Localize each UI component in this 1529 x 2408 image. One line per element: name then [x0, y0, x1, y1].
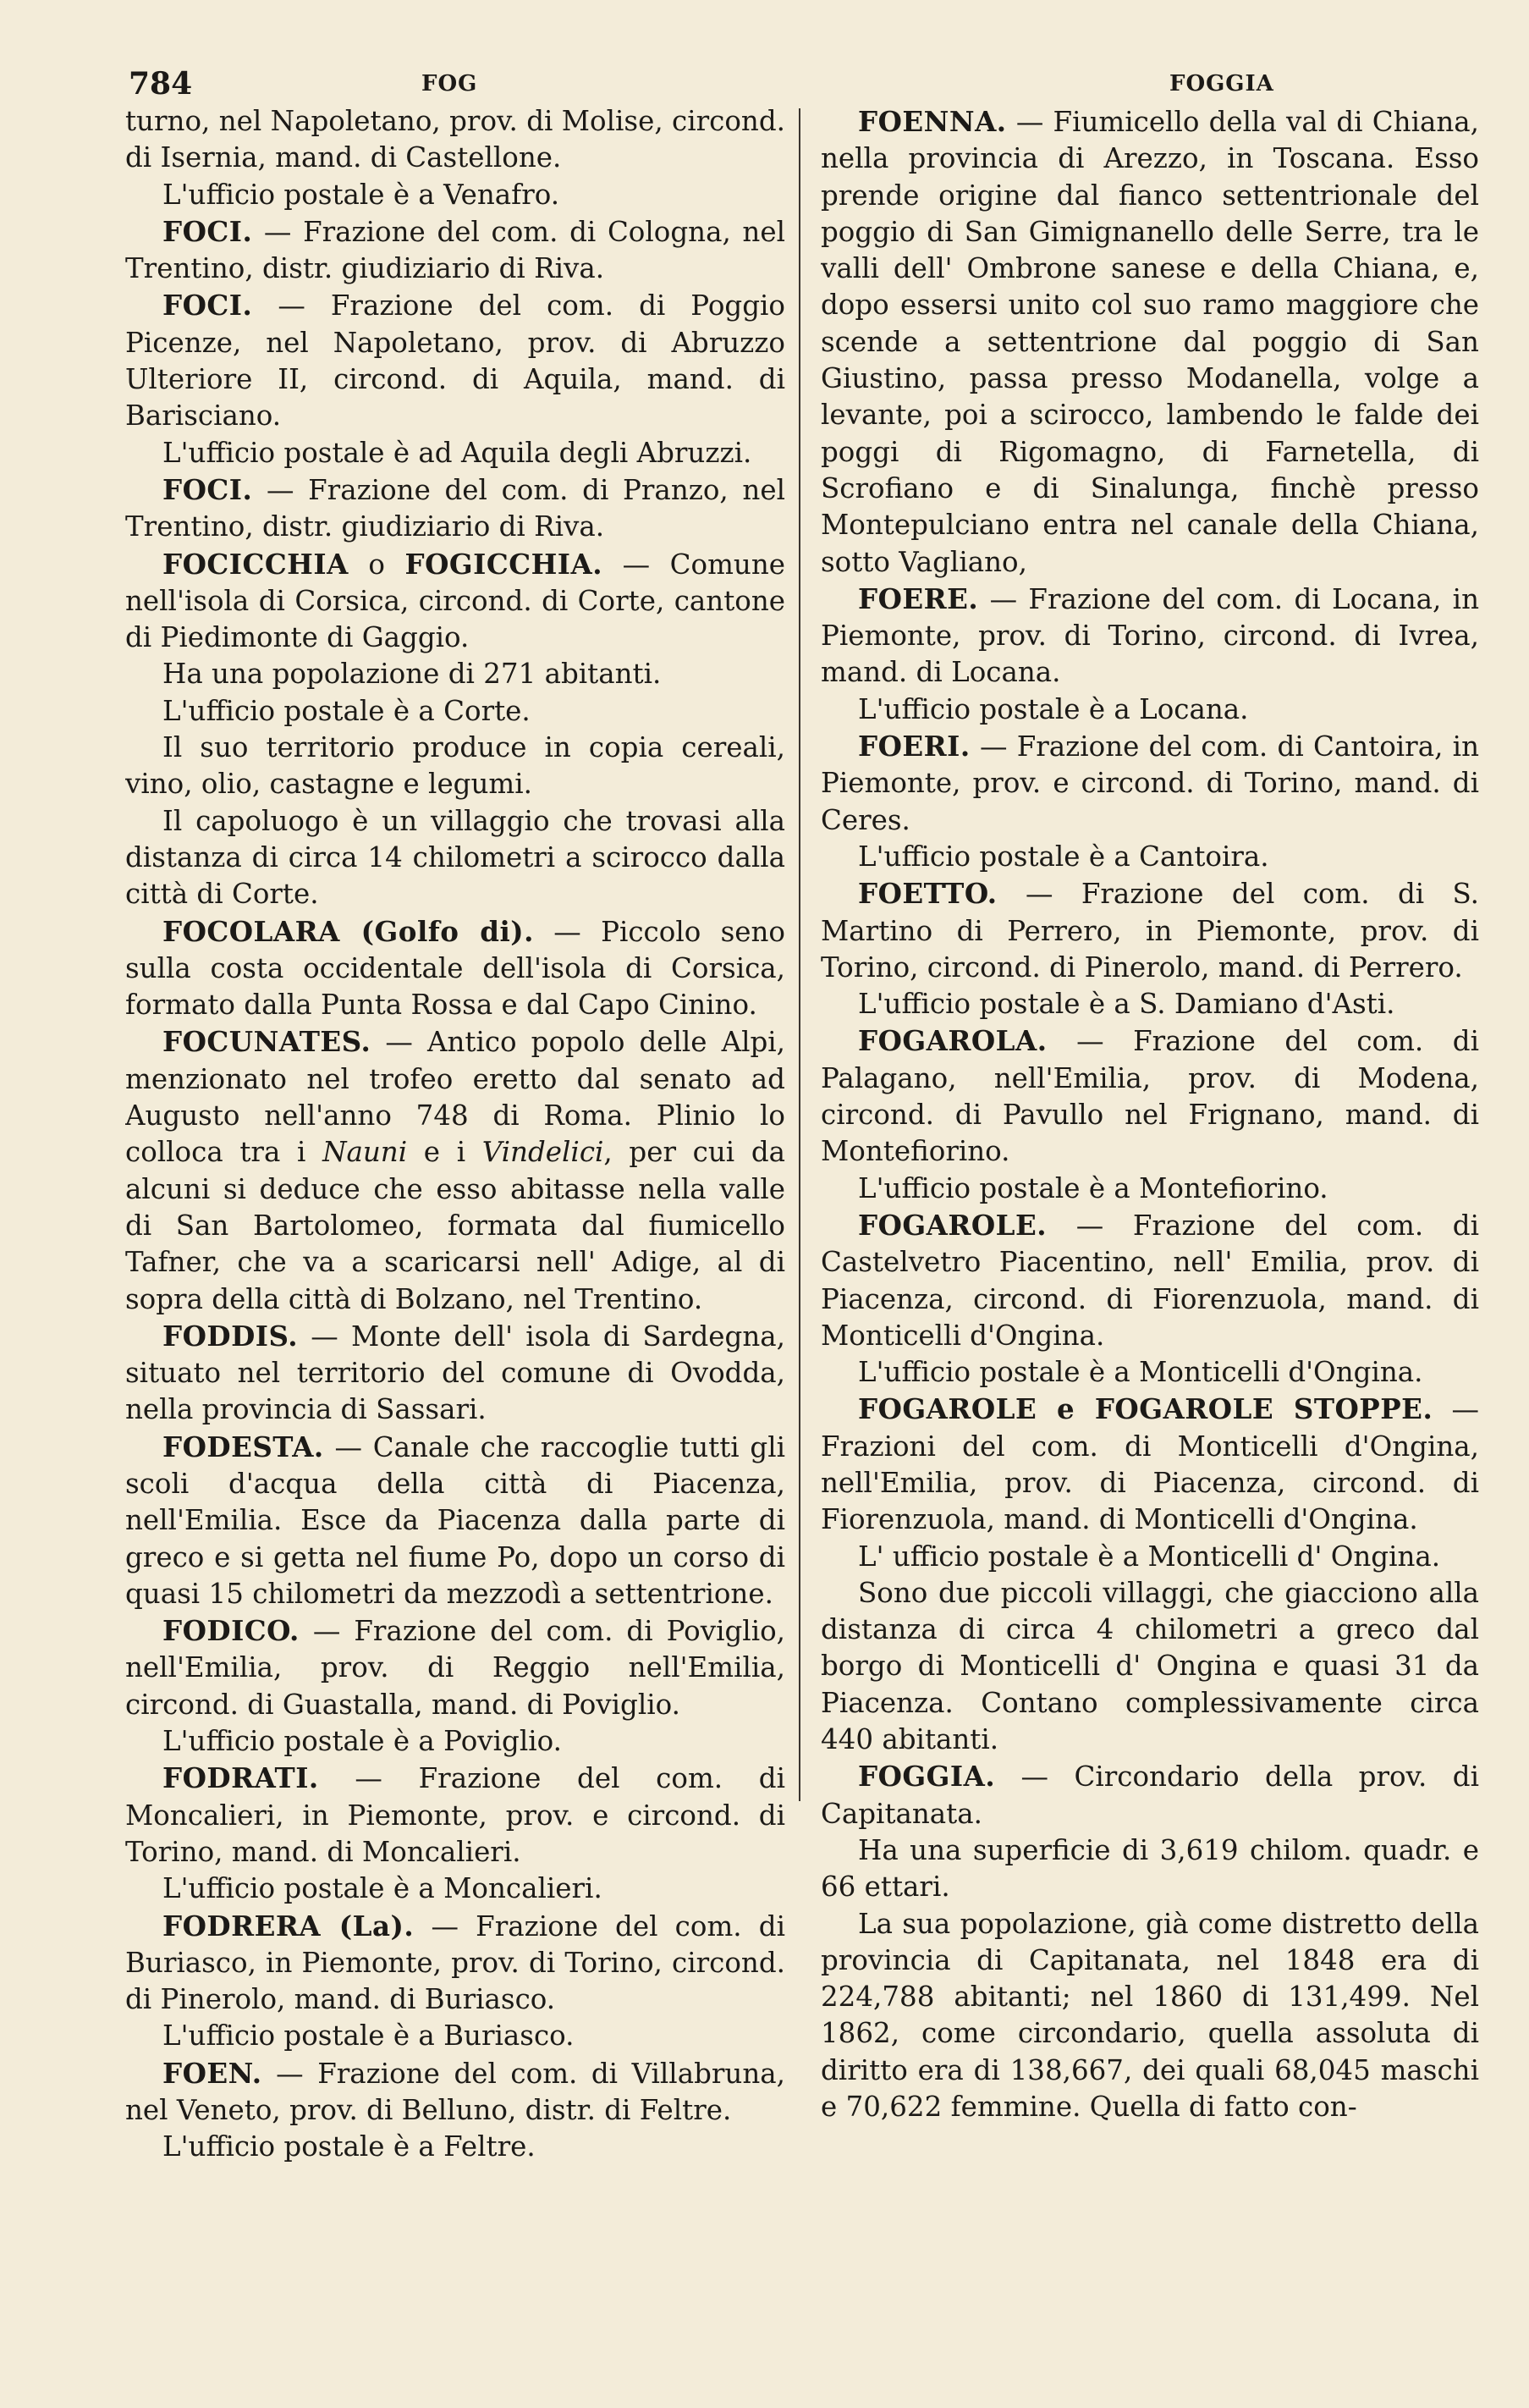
headword: FOENNA. [858, 105, 1007, 138]
entry-note: L'ufficio postale è a S. Damiano d'Asti. [858, 988, 1395, 1021]
entry-fodrera [125, 1908, 785, 2019]
headword: FOCI. [162, 289, 253, 322]
entry-fodico [125, 1612, 785, 1723]
headword: FOGAROLE. [858, 1208, 1048, 1242]
entry-foci-cologna [125, 213, 785, 288]
entry-foci-poggio [125, 287, 785, 434]
headword: FODICO. [162, 1614, 300, 1648]
entry-text: — Monte dell' isola di Sardegna, situato nel territorio del comune di Ovodda, nella provincia di Sassari. [125, 1320, 785, 1426]
entry-fodesta [125, 1429, 785, 1612]
page-number: 784 [129, 66, 193, 102]
entry-text: e i [407, 1136, 482, 1169]
entry-foeri [821, 728, 1479, 839]
headword: FODRERA (La). [162, 1909, 415, 1942]
entry-foenna [821, 103, 1479, 581]
entry-note: L'ufficio postale è a Feltre. [162, 2130, 536, 2163]
entry-text: — Piccolo seno sulla costa occidentale dell'isola di Corsica, formato dalla Punta Rossa e dal Capo Cinino. [125, 915, 785, 1022]
entry-note: L'ufficio postale è a Buriasco. [162, 2020, 575, 2053]
entry-note: L'ufficio postale è a Corte. [162, 694, 531, 727]
headword: FOCICCHIA [162, 547, 349, 581]
entry-note: L'ufficio postale è a Cantoira. [858, 840, 1269, 873]
entry-note: L'ufficio postale è a Monticelli d'Ongina. [858, 1356, 1423, 1389]
entry-fogarole [821, 1207, 1479, 1354]
entry-fodrati [125, 1760, 785, 1871]
headword: FOEN. [162, 2056, 262, 2090]
entry-focolara [125, 913, 785, 1024]
italic-term: Nauni [322, 1136, 408, 1169]
entry-note: L'ufficio postale è a Venafro. [162, 178, 560, 211]
entry-text: — Frazione del com. di Pranzo, nel Trentino, distr. giudiziario di Riva. [125, 473, 785, 543]
headword: FODRATI. [162, 1761, 319, 1795]
entry-fogarola [821, 1022, 1479, 1170]
entry-focunates [125, 1023, 785, 1317]
headword: FOCUNATES. [162, 1025, 371, 1059]
entry-text: — Fiumicello della val di Chiana, nella provincia di Arezzo, in Toscana. Esso prende origine dal fianco settentrionale del poggio di San Gimignanello delle Serre, tra le valli dell' Ombrone sanese e della Chiana, e, dopo essersi unito col suo ramo maggiore che scende a settentrione dal poggio di San Giustino, passa presso Modanella, volge a levante, poi a scirocco, lambendo le falde dei poggi di Rigomagno, di Farnetella, di Scrofiano e di Sinalunga, finchè presso Montepulciano entra nel canale della Chiana, sotto Vagliano, [821, 106, 1479, 578]
entry-text: — Frazioni del com. di Monticelli d'Ongina, nell'Emilia, prov. di Piacenza, circond. di Fiorenzuola, mand. di Monticelli d'Ongina. [821, 1393, 1479, 1536]
entry-note: Il capoluogo è un villaggio che trovasi alla distanza di circa 14 chilometri a scirocco dalla città di Corte. [125, 804, 785, 911]
headword: FOGAROLA. [858, 1024, 1048, 1058]
entry-text: — Frazione del com. di Villabruna, nel Veneto, prov. di Belluno, distr. di Feltre. [125, 2057, 785, 2127]
headword: FOCOLARA (Golfo di). [162, 914, 534, 948]
italic-term: Vindelici [481, 1136, 604, 1169]
entry-text: — Comune nell'isola di Corsica, circond. di Corte, cantone di Piedimonte di Gaggio. [125, 548, 785, 654]
entry-text: — Frazione del com. di Buriasco, in Piemonte, prov. di Torino, circond. di Pinerolo, mand. di Buriasco. [125, 1909, 785, 2016]
headword-joiner: o [348, 548, 405, 581]
left-running-head: FOG [421, 71, 478, 96]
entry-note: L'ufficio postale è ad Aquila degli Abruzzi. [162, 436, 752, 469]
entry-foggia [821, 1758, 1479, 1832]
entry-text: — Frazione del com. di Poviglio, nell'Emilia, prov. di Reggio nell'Emilia, circond. di Guastalla, mand. di Poviglio. [125, 1615, 785, 1721]
entry-text: — Antico popolo delle Alpi, menzionato nel trofeo eretto dal senato ad Augusto nell'anno 748 di Roma. Plinio lo colloca tra i [125, 1026, 785, 1169]
headword: FOCI. [162, 214, 253, 248]
entry-foddis [125, 1318, 785, 1429]
headword: FODESTA. [162, 1430, 324, 1463]
entry-note: La sua popolazione, già come distretto della provincia di Capitanata, nel 1848 era di 224,788 abitanti; nel 1860 di 131,499. Nel 1862, come circondario, quella assoluta di diritto era di 138,667, dei quali 68,045 maschi e 70,622 femmine. Quella di fatto con- [821, 1907, 1479, 2124]
headword: FOERI. [858, 730, 971, 763]
entry-text: — Frazione del com. di Cologna, nel Trentino, distr. giudiziario di Riva. [125, 215, 785, 285]
entry-foci-pranzo [125, 471, 785, 546]
entry-focicchia [125, 546, 785, 657]
right-column [821, 103, 1479, 2380]
headword: FOGAROLE e FOGAROLE STOPPE. [858, 1392, 1433, 1426]
entry-foetto [821, 875, 1479, 986]
entry-text: , per cui da alcuni si deduce che esso abitasse nella valle di San Bartolomeo, formata dal fiumicello Tafner, che va a scaricarsi nell' Adige, al di sopra della città di Bolzano, nel Trentino. [125, 1136, 785, 1315]
headword-alt: FOGICCHIA. [404, 547, 603, 581]
entry-text: — Canale che raccoglie tutti gli scoli d'acqua della città di Piacenza, nell'Emilia. Esce da Piacenza dalla parte di greco e si getta nel fiume Po, dopo un corso di quasi 15 chilometri da mezzodì a settentrione. [125, 1430, 785, 1610]
entry-text: — Frazione del com. di Poggio Picenze, nel Napoletano, prov. di Abruzzo Ulteriore II, circond. di Aquila, mand. di Barisciano. [125, 289, 785, 433]
entry-foen [125, 2055, 785, 2130]
column-divider [799, 108, 800, 1801]
entry-text: — Frazione del com. di Moncalieri, in Piemonte, prov. e circond. di Torino, mand. di Moncalieri. [125, 1762, 785, 1868]
entry-note: L'ufficio postale è a Montefiorino. [858, 1171, 1328, 1204]
entry-note: L'ufficio postale è a Locana. [858, 692, 1249, 725]
entry-note: Ha una superficie di 3,619 chilom. quadr. e 66 ettari. [821, 1833, 1479, 1904]
entry-text: — Frazione del com. di Palagano, nell'Emilia, prov. di Modena, circond. di Pavullo nel Frignano, mand. di Montefiorino. [821, 1025, 1479, 1168]
running-header [0, 66, 1529, 100]
entry-foere [821, 581, 1479, 692]
headword: FOCI. [162, 472, 253, 506]
headword: FOGGIA. [858, 1760, 996, 1794]
entry-note: L'ufficio postale è a Poviglio. [162, 1725, 562, 1758]
left-column [125, 103, 785, 2380]
continued-entry: turno, nel Napoletano, prov. di Molise, circond. di Isernia, mand. di Castellone. [125, 105, 785, 174]
entry-fogarole-stoppe [821, 1391, 1479, 1538]
entry-note: Il suo territorio produce in copia cereali, vino, olio, castagne e legumi. [125, 731, 785, 801]
headword: FOETTO. [858, 877, 998, 911]
entry-note: Sono due piccoli villaggi, che giacciono alla distanza di circa 4 chilometri a greco dal borgo di Monticelli d' Ongina e quasi 31 da Piacenza. Contano complessivamente circa 440 abitanti. [821, 1576, 1479, 1756]
entry-note: Ha una popolazione di 271 abitanti. [162, 658, 662, 691]
right-running-head: FOGGIA [1169, 71, 1274, 96]
entry-text: — Frazione del com. di Castelvetro Piacentino, nell' Emilia, prov. di Piacenza, circond. di Fiorenzuola, mand. di Monticelli d'Ongina. [821, 1209, 1479, 1352]
entry-note: L' ufficio postale è a Monticelli d' Ongina. [858, 1540, 1441, 1573]
headword: FOERE. [858, 581, 979, 615]
entry-text: — Frazione del com. di Locana, in Piemonte, prov. di Torino, circond. di Ivrea, mand. di Locana. [821, 582, 1479, 689]
headword: FODDIS. [162, 1319, 299, 1353]
entry-note: L'ufficio postale è a Moncalieri. [162, 1872, 602, 1905]
entry-text: — Frazione del com. di S. Martino di Perrero, in Piemonte, prov. di Torino, circond. di Pinerolo, mand. di Perrero. [821, 878, 1479, 984]
entry-text: — Circondario della prov. di Capitanata. [821, 1761, 1479, 1830]
entry-text: — Frazione del com. di Cantoira, in Piemonte, prov. e circond. di Torino, mand. di Ceres. [821, 730, 1479, 836]
